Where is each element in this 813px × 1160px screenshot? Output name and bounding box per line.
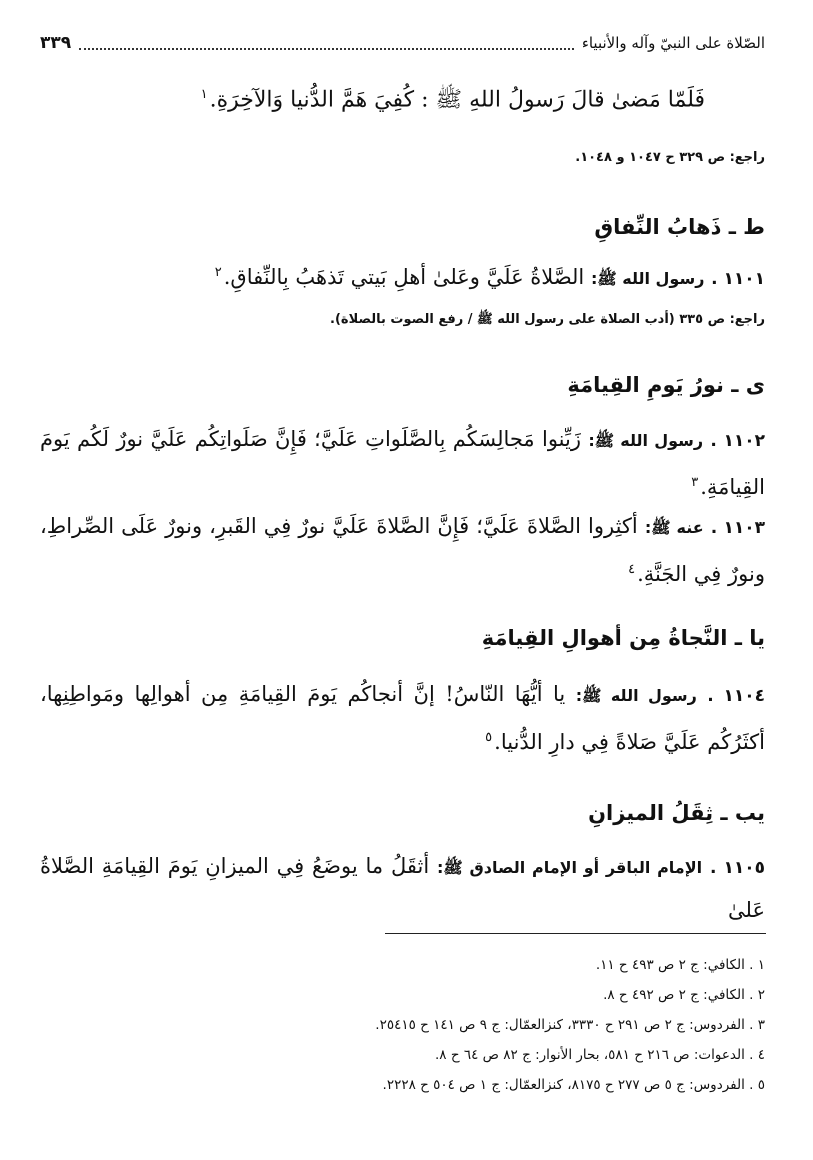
section-heading: يب ـ ثِقَلُ الميزانِ — [588, 801, 765, 825]
hadith-text: الصَّلاةُ عَلَيَّ وعَلىٰ أهلِ بَيتي تَذهَبُ بِالنِّفاقِ. — [223, 265, 585, 289]
hadith-narrator: رسول الله ﷺ: — [590, 269, 705, 288]
hadith-number: ١١٠٥ . — [709, 858, 765, 878]
hadith-text: أكثِروا الصَّلاةَ عَلَيَّ؛ فَإِنَّ الصَّلاةَ عَلَيَّ نورٌ فِي القَبرِ، ونورٌ عَلَى الصِّراطِ، ونورٌ فِي الجَنَّةِ. — [40, 514, 765, 586]
leader-dots — [79, 36, 574, 50]
running-title: الصّلاة على النبيّ وآله والأنبياء — [581, 34, 765, 52]
footnote-4: ٤ . الدعوات: ص ٢١٦ ح ٥٨١، بحار الأنوار: ج ٨٢ ص ٦٤ ح ٨. — [435, 1047, 765, 1063]
hadith-text: زَيِّنوا مَجالِسَكُم بِالصَّلَواتِ عَلَيَّ؛ فَإِنَّ صَلَواتِكُم عَلَيَّ نورٌ لَكُم يَومَ القِيامَةِ. — [40, 427, 765, 499]
hadith-1105 — [40, 845, 765, 931]
hadith-narrator: الإمام الباقر أو الإمام الصادق ﷺ: — [437, 858, 703, 877]
section-heading: يا ـ النَّجاةُ مِن أهوالِ القِيامَةِ — [481, 626, 765, 650]
running-header — [40, 30, 765, 56]
hadith-number: ١١٠٤ . — [707, 686, 765, 706]
hadith-text: أثقَلُ ما يوضَعُ فِي الميزانِ يَومَ القِيامَةِ الصَّلاةُ عَلىٰ — [40, 854, 765, 922]
verse-text: فَلَمّا مَضىٰ قالَ رَسولُ اللهِ ﷺ : كُفِيَ هَمَّ الدُّنيا وَالآخِرَةِ. — [209, 87, 705, 113]
hadith-1102 — [40, 418, 765, 508]
section-heading: ى ـ نورُ يَومِ القِيامَةِ — [567, 373, 765, 397]
hadith-narrator: رسول الله ﷺ: — [575, 686, 697, 705]
footnote-marker: ١ — [200, 87, 208, 102]
verse-line — [40, 78, 765, 117]
hadith-number: ١١٠٢ . — [710, 431, 765, 451]
footnote-marker: ٤ — [628, 562, 636, 577]
hadith-1104 — [40, 673, 765, 763]
footnote-marker: ٥ — [485, 730, 493, 745]
hadith-1103 — [40, 505, 765, 595]
section-heading: ط ـ ذَهابُ النِّفاقِ — [594, 215, 765, 239]
page-number: ٣٣٩ — [40, 33, 72, 53]
cross-reference: راجع: ص ٣٣٥ (أدب الصلاة على رسول الله ﷺ / رفع الصوت بالصلاة). — [330, 312, 765, 327]
hadith-text: يا أيُّهَا النّاسُ! إنَّ أنجاكُم يَومَ القِيامَةِ مِن أهوالِها ومَواطِنِها، أكثَرُكُم عَلَيَّ صَلاةً فِي دارِ الدُّنيا. — [40, 682, 765, 754]
footnotes — [40, 950, 765, 1100]
footnote-1: ١ . الكافي: ج ٢ ص ٤٩٣ ح ١١. — [595, 957, 765, 973]
hadith-1101 — [40, 252, 765, 300]
hadith-narrator: رسول الله ﷺ: — [588, 431, 704, 450]
footnote-3: ٣ . الفردوس: ج ٢ ص ٢٩١ ح ٣٣٣٠، كنزالعمّال: ج ٩ ص ١٤١ ح ٢٥٤١٥. — [375, 1017, 765, 1033]
footnote-5: ٥ . الفردوس: ج ٥ ص ٢٧٧ ح ٨١٧٥، كنزالعمّال: ج ١ ص ٥٠٤ ح ٢٢٢٨. — [382, 1077, 765, 1093]
cross-reference: راجع: ص ٣٢٩ ح ١٠٤٧ و ١٠٤٨. — [575, 150, 765, 165]
footnote-marker: ٣ — [691, 475, 699, 490]
footnote-marker: ٢ — [214, 265, 222, 280]
footnote-separator — [385, 933, 766, 934]
hadith-number: ١١٠٣ . — [710, 518, 765, 538]
hadith-number: ١١٠١ . — [711, 269, 765, 289]
footnote-2: ٢ . الكافي: ج ٢ ص ٤٩٢ ح ٨. — [603, 987, 765, 1003]
hadith-narrator: عنه ﷺ: — [644, 518, 704, 537]
